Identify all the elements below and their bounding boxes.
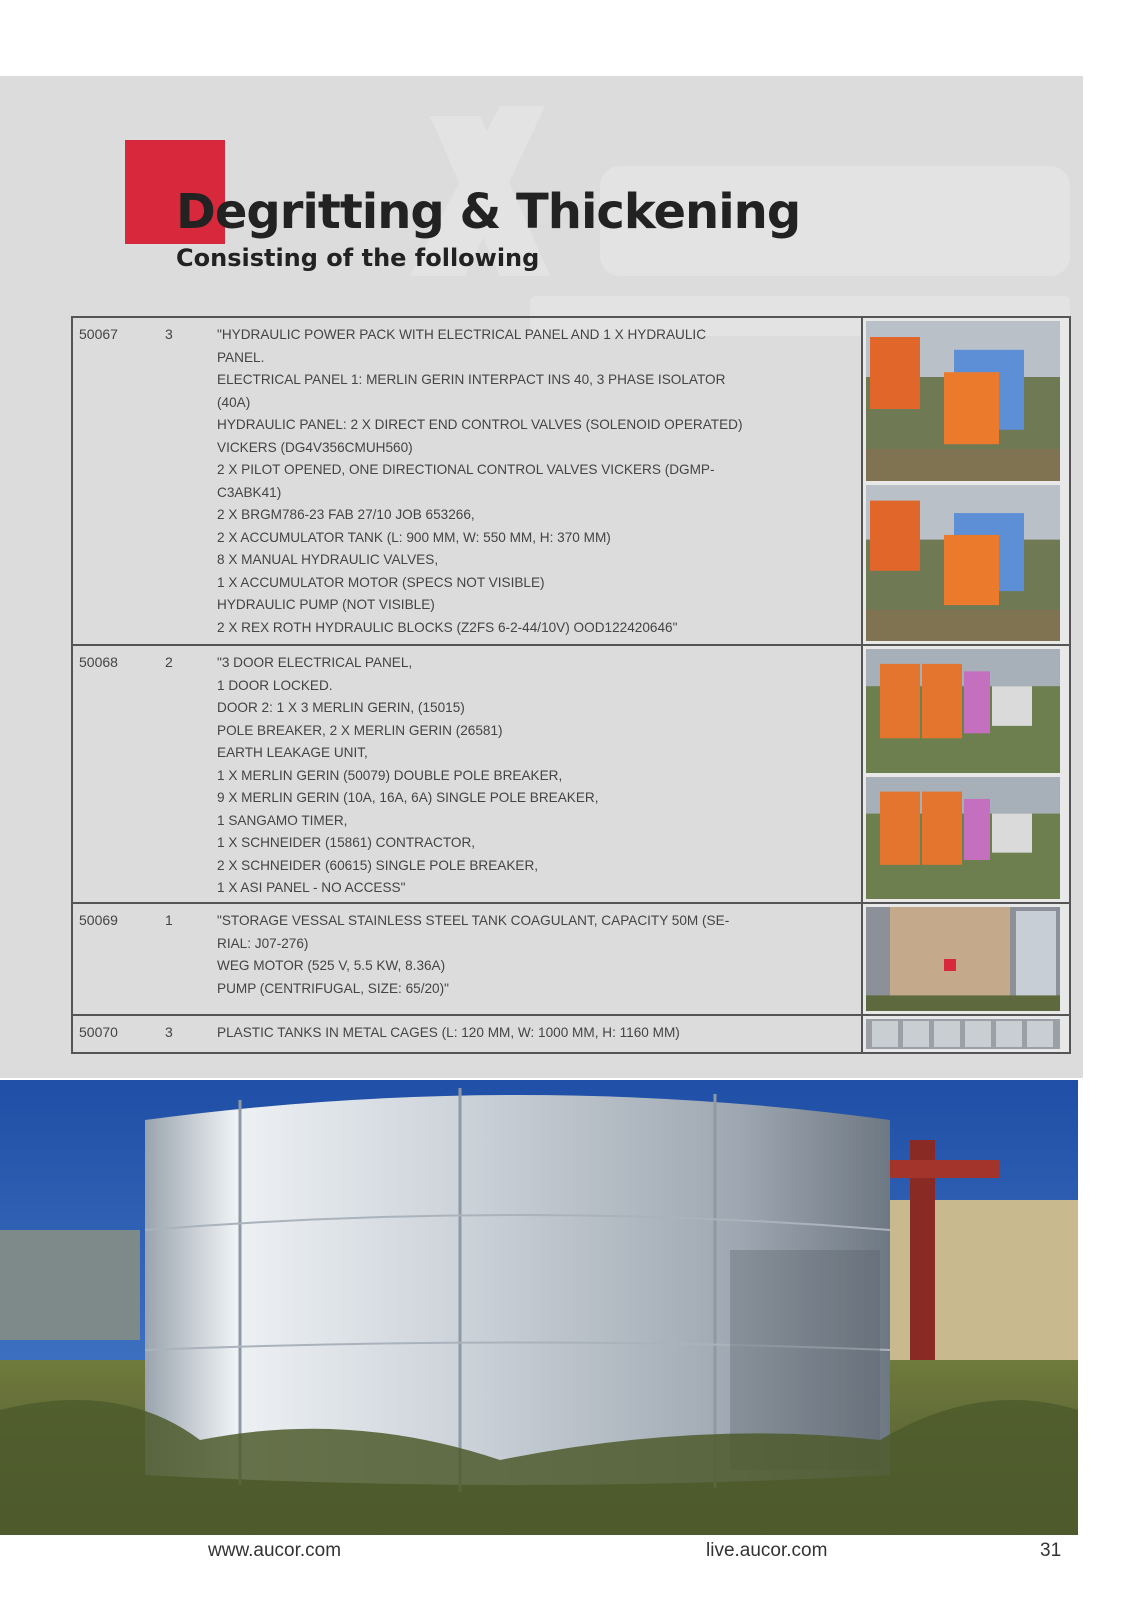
- description-line: C3ABK41): [217, 484, 282, 500]
- lot-photos: [862, 1015, 1070, 1053]
- lot-quantity: 1: [159, 903, 209, 1015]
- electrical-panels-photo: [866, 485, 1060, 641]
- footer-website-link[interactable]: www.aucor.com: [208, 1540, 342, 1561]
- lot-row: [72, 317, 1070, 645]
- tank-hero-photo: [0, 1080, 1078, 1535]
- description-line: HYDRAULIC PUMP (NOT VISIBLE): [217, 597, 435, 612]
- multi-door-panel-photo: [866, 649, 1060, 773]
- description-line: 1 SANGAMO TIMER,: [217, 812, 348, 828]
- description-line: 1 X ASI PANEL - NO ACCESS": [217, 880, 406, 895]
- description-line: HYDRAULIC PANEL: 2 X DIRECT END CONTROL VALVES (SOLENOID OPERATED): [217, 417, 743, 432]
- lot-description: [209, 645, 862, 903]
- lot-number: 50070: [72, 1015, 159, 1053]
- description-line: 1 X ACCUMULATOR MOTOR (SPECS NOT VISIBLE): [217, 574, 545, 590]
- description-line: 2 X REX ROTH HYDRAULIC BLOCKS (Z2FS 6-2-44/10V) OOD122420646": [217, 619, 678, 635]
- description-line: 2 X ACCUMULATOR TANK (L: 900 MM, W: 550 MM, H: 370 MM): [217, 529, 611, 545]
- lot-photos: [862, 317, 1070, 645]
- description-line: "HYDRAULIC POWER PACK WITH ELECTRICAL PANEL AND 1 X HYDRAULIC: [217, 327, 707, 342]
- page-title: Degritting & Thickening: [176, 184, 801, 240]
- description-line: 2 X BRGM786-23 FAB 27/10 JOB 653266,: [217, 507, 475, 522]
- lots-table: [71, 316, 1071, 1054]
- description-line: (40A): [217, 394, 251, 410]
- electrical-panels-photo: [866, 321, 1060, 481]
- lot-number: 50067: [72, 317, 159, 645]
- description-line: 9 X MERLIN GERIN (10A, 16A, 6A) SINGLE POLE BREAKER,: [217, 790, 599, 805]
- lot-photos: [862, 645, 1070, 903]
- lot-quantity: 2: [159, 645, 209, 903]
- description-line: 1 X SCHNEIDER (15861) CONTRACTOR,: [217, 835, 476, 850]
- page-subtitle: Consisting of the following: [176, 244, 540, 272]
- lot-number: 50068: [72, 645, 159, 903]
- plastic-tanks-photo: [866, 1019, 1060, 1049]
- lot-row: [72, 1015, 1070, 1053]
- description-line: RIAL: J07-276): [217, 935, 309, 951]
- lot-quantity: 3: [159, 317, 209, 645]
- footer-live-link[interactable]: live.aucor.com: [706, 1540, 828, 1561]
- description-line: EARTH LEAKAGE UNIT,: [217, 745, 368, 760]
- page-number: 31: [1040, 1540, 1062, 1561]
- description-line: ELECTRICAL PANEL 1: MERLIN GERIN INTERPACT INS 40, 3 PHASE ISOLATOR: [217, 372, 726, 387]
- content-panel: [0, 76, 1083, 1078]
- description-line: PANEL.: [217, 349, 265, 365]
- lot-description: [209, 903, 862, 1015]
- description-line: WEG MOTOR (525 V, 5.5 KW, 8.36A): [217, 958, 446, 973]
- description-line: 1 DOOR LOCKED.: [217, 677, 333, 693]
- description-line: 8 X MANUAL HYDRAULIC VALVES,: [217, 552, 439, 567]
- lot-description: [209, 317, 862, 645]
- lot-row: [72, 903, 1070, 1015]
- description-line: DOOR 2: 1 X 3 MERLIN GERIN, (15015): [217, 700, 465, 715]
- lot-row: [72, 645, 1070, 903]
- storage-tank-photo: [866, 907, 1060, 1011]
- description-line: 2 X PILOT OPENED, ONE DIRECTIONAL CONTROL VALVES VICKERS (DGMP-: [217, 462, 715, 477]
- lot-number: 50069: [72, 903, 159, 1015]
- description-line: 2 X SCHNEIDER (60615) SINGLE POLE BREAKER,: [217, 857, 539, 873]
- lot-quantity: 3: [159, 1015, 209, 1053]
- description-line: 1 X MERLIN GERIN (50079) DOUBLE POLE BREAKER,: [217, 767, 563, 783]
- description-line: VICKERS (DG4V356CMUH560): [217, 439, 413, 455]
- description-line: POLE BREAKER, 2 X MERLIN GERIN (26581): [217, 722, 503, 738]
- multi-door-panel-photo: [866, 777, 1060, 899]
- description-line: PUMP (CENTRIFUGAL, SIZE: 65/20)": [217, 980, 449, 996]
- lot-description: [209, 1015, 862, 1053]
- description-line: "STORAGE VESSAL STAINLESS STEEL TANK COAGULANT, CAPACITY 50M (SE-: [217, 913, 730, 928]
- lot-photos: [862, 903, 1070, 1015]
- description-line: "3 DOOR ELECTRICAL PANEL,: [217, 655, 413, 670]
- description-line: PLASTIC TANKS IN METAL CAGES (L: 120 MM, W: 1000 MM, H: 1160 MM): [217, 1025, 680, 1040]
